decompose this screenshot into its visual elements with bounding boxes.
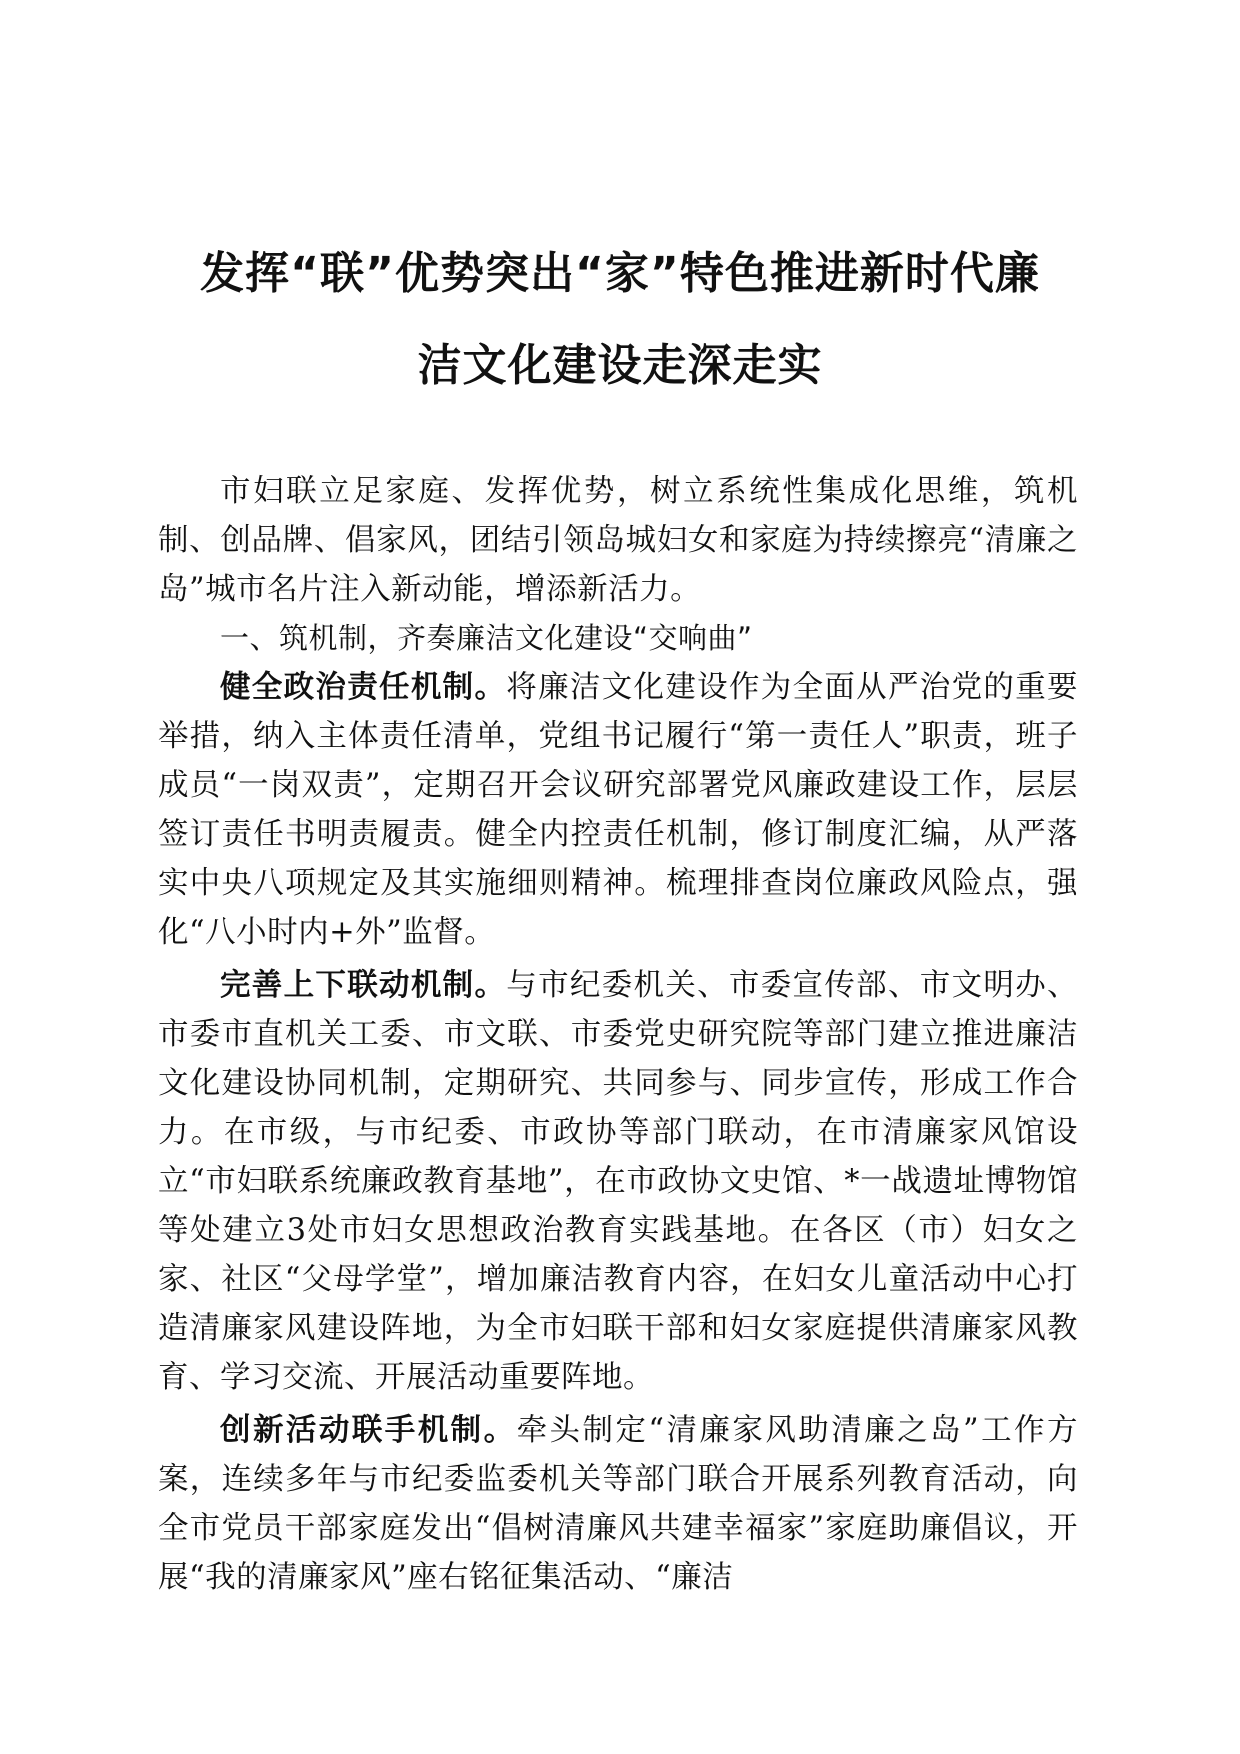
- paragraph-activity-mechanism: [158, 1406, 1078, 1602]
- paragraph-political-responsibility: [158, 663, 1078, 957]
- intro-paragraph: 市妇联立足家庭、发挥优势，树立系统性集成化思维，筑机制、创品牌、倡家风，团结引领岛城妇女和家庭为持续擦亮“清廉之岛”城市名片注入新动能，增添新活力。: [158, 474, 1078, 607]
- document-body: [158, 467, 1078, 1602]
- paragraph-text: 将廉洁文化建设作为全面从严治党的重要举措，纳入主体责任清单，党组书记履行“第一责任人”职责，班子成员“一岗双责”，定期召开会议研究部署党风廉政建设工作，层层签订责任书明责履责。健全内控责任机制，修订制度汇编，从严落实中央八项规定及其实施细则精神。梳理排查岗位廉政风险点，强化“八小时内+外”监督。: [158, 670, 1079, 950]
- paragraph-linkage-mechanism: [158, 961, 1078, 1402]
- paragraph-lead: 健全政治责任机制。: [220, 670, 507, 705]
- paragraph-text: 牵头制定“清廉家风助清廉之岛”工作方案，连续多年与市纪委监委机关等部门联合开展系列教育活动，向全市党员干部家庭发出“倡树清廉风共建幸福家”家庭助廉倡议，开展“我的清廉家风”座右铭征集活动、“廉洁: [158, 1413, 1079, 1595]
- section-heading: 一、筑机制，齐奏廉洁文化建设“交响曲”: [220, 621, 753, 655]
- title-line-2: 洁文化建设走深走实: [417, 340, 823, 391]
- paragraph-lead: 完善上下联动机制。: [220, 968, 507, 1003]
- title-line-1: 发挥“联”优势突出“家”特色推进新时代廉: [200, 248, 1040, 299]
- paragraph-lead: 创新活动联手机制。: [220, 1413, 517, 1448]
- paragraph-text: 与市纪委机关、市委宣传部、市文明办、市委市直机关工委、市文联、市委党史研究院等部门建立推进廉洁文化建设协同机制，定期研究、共同参与、同步宣传，形成工作合力。在市级，与市纪委、市政协等部门联动，在市清廉家风馆设立“市妇联系统廉政教育基地”，在市政协文史馆、*一战遗址博物馆等处建立3处市妇女思想政治教育实践基地。在各区（市）妇女之家、社区“父母学堂”，增加廉洁教育内容，在妇女儿童活动中心打造清廉家风建设阵地，为全市妇联干部和妇女家庭提供清廉家风教育、学习交流、开展活动重要阵地。: [158, 968, 1079, 1395]
- document-title: [150, 228, 1090, 412]
